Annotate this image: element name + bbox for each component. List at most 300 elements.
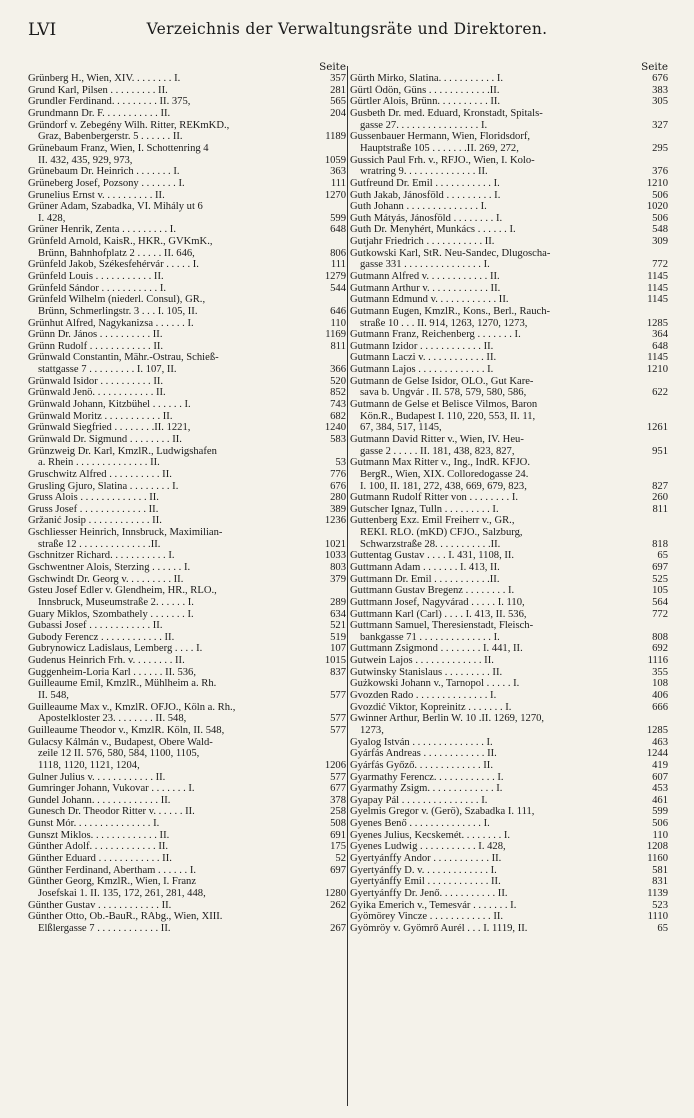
entry-text: Gutmann Laczi v. . . . . . . . . . . . II. — [350, 352, 497, 364]
index-entry — [350, 399, 668, 411]
entry-page: 803 — [330, 562, 346, 573]
entry-text: gasse 2 . . . . . II. 181, 438, 823, 827, — [360, 445, 515, 457]
index-entry — [28, 609, 346, 621]
entry-text: Grünberg H., Wien, XIV. . . . . . . . I. — [28, 73, 181, 85]
entry-page: 260 — [652, 492, 668, 504]
index-entry — [28, 888, 346, 900]
entry-text: Guttmann Samuel, Theresienstadt, Fleisch- — [350, 620, 534, 632]
index-entry — [350, 550, 668, 562]
index-entry — [350, 585, 668, 597]
entry-page: 1145 — [647, 352, 668, 364]
index-entry — [350, 411, 668, 423]
index-entry — [350, 341, 668, 353]
entry-page: 111 — [330, 177, 346, 189]
entry-page: 281 — [330, 84, 346, 96]
entry-page: 1160 — [647, 853, 668, 865]
entry-page: 852 — [330, 387, 346, 399]
entry-page: 53 — [335, 457, 346, 469]
entry-page — [316, 294, 346, 306]
entry-page: 622 — [652, 387, 668, 399]
entry-page: 827 — [652, 480, 668, 492]
entry-page: 544 — [330, 282, 346, 294]
entry-page: 599 — [652, 806, 668, 818]
index-entry — [28, 399, 346, 411]
entry-text: Gussich Paul Frh. v., RFJO., Wien, I. Kolo- — [350, 154, 535, 166]
entry-text: Gutscher Ignaz, Tulln . . . . . . . . . I. — [350, 503, 499, 515]
entry-text: Gyertyánffy Emil . . . . . . . . . . . . II. — [350, 876, 501, 888]
index-entry — [28, 772, 346, 784]
entry-page: 1208 — [646, 841, 668, 853]
entry-page: 1021 — [324, 538, 346, 550]
entry-page: 406 — [652, 690, 668, 702]
entry-page: 175 — [330, 841, 346, 853]
entry-page: 648 — [652, 340, 668, 352]
index-entry — [350, 166, 668, 178]
entry-text: Gvozdić Viktor, Kopreinitz . . . . . . . I. — [350, 701, 512, 713]
index-entry — [350, 492, 668, 504]
index-entry — [350, 702, 668, 714]
entry-text: Gürtler Alois, Brünn. . . . . . . . . . II. — [350, 96, 501, 108]
entry-text: Gunesch Dr. Theodor Ritter v. . . . . . II. — [28, 806, 195, 818]
entry-page: 1145 — [647, 270, 668, 282]
index-entry — [28, 318, 346, 330]
entry-text: Günther Georg, KmzlR., Wien, I. Franz — [28, 876, 197, 888]
index-entry — [350, 73, 668, 85]
entry-text: Gutmann Alfred v. . . . . . . . . . . . II. — [350, 270, 500, 282]
index-entry — [28, 911, 346, 923]
index-entry — [28, 597, 346, 609]
entry-text: Gschwindt Dr. Georg v. . . . . . . . . II. — [28, 573, 184, 585]
entry-page: 776 — [330, 468, 346, 480]
entry-page: 1244 — [646, 748, 668, 760]
entry-text: Guttmann Dr. Emil . . . . . . . . . . .II. — [350, 573, 500, 585]
entry-text: Grünwald Jenö. . . . . . . . . . . . II. — [28, 387, 166, 399]
entry-text: Grünn Dr. János . . . . . . . . . . II. — [28, 329, 163, 341]
entry-page: 648 — [330, 224, 346, 236]
entry-page: 581 — [652, 864, 668, 876]
entry-page: 506 — [652, 189, 668, 201]
entry-page: 577 — [330, 713, 346, 725]
entry-page: 376 — [652, 166, 668, 178]
entry-page: 1240 — [324, 422, 346, 434]
entry-text: Guary Miklos, Szombathely . . . . . . . I. — [28, 608, 194, 620]
index-entry — [28, 73, 346, 85]
index-entry — [28, 702, 346, 714]
index-entry — [350, 911, 668, 923]
entry-text: 67, 384, 517, 1145, — [360, 422, 442, 434]
index-entry — [28, 806, 346, 818]
entry-page: 577 — [330, 690, 346, 702]
index-entry — [28, 155, 346, 167]
index-entry — [350, 446, 668, 458]
index-entry — [28, 224, 346, 236]
index-entry — [350, 213, 668, 225]
entry-text: Innsbruck, Museumstraße 2. . . . . . I. — [38, 596, 194, 608]
index-entry — [350, 888, 668, 900]
entry-text: Gubody Ferencz . . . . . . . . . . . . II. — [28, 631, 175, 643]
index-entry — [28, 748, 346, 760]
entry-text: Gyarmathy Zsigm. . . . . . . . . . . . . I. — [350, 783, 503, 795]
entry-text: Gyertyánffy D. v. . . . . . . . . . . . . I. — [350, 864, 497, 876]
entry-text: Gutwinsky Stanislaus . . . . . . . . . II. — [350, 666, 503, 678]
index-entry — [28, 690, 346, 702]
entry-page: 1210 — [646, 177, 668, 189]
entry-page: 110 — [330, 317, 346, 329]
entry-text: Grünfeld Louis . . . . . . . . . . . II. — [28, 270, 164, 282]
entry-page — [638, 155, 668, 167]
entry-text: Gusbeth Dr. med. Eduard, Kronstadt, Spitals- — [350, 108, 543, 120]
entry-page — [316, 236, 346, 248]
index-entry — [350, 643, 668, 655]
entry-text: a. Rhein . . . . . . . . . . . . . . II. — [38, 457, 160, 469]
entry-page: 548 — [652, 224, 668, 236]
index-entry — [350, 457, 668, 469]
entry-page: 1189 — [325, 131, 346, 143]
entry-page — [316, 201, 346, 213]
index-entry — [28, 923, 346, 935]
entry-text: Gschwentner Alois, Sterzing . . . . . . I. — [28, 562, 191, 573]
entry-page — [316, 911, 346, 923]
entry-text: Grunelius Ernst v. . . . . . . . . . II. — [28, 189, 165, 201]
entry-page: 461 — [652, 794, 668, 806]
index-entry — [28, 364, 346, 376]
entry-text: Gubassi Josef . . . . . . . . . . . . II. — [28, 620, 163, 632]
entry-text: I. 100, II. 181, 272, 438, 669, 679, 823, — [360, 480, 527, 492]
entry-page: 111 — [330, 259, 346, 271]
index-entry — [350, 201, 668, 213]
entry-page: 1280 — [324, 887, 346, 899]
index-entry — [28, 306, 346, 318]
entry-text: Guttmann Zsigmond . . . . . . . . I. 441, II. — [350, 643, 523, 655]
entry-text: Guilleaume Emil, KmzlR., Mühlheim a. Rh. — [28, 678, 217, 690]
entry-text: Günther Ferdinand, Abertham . . . . . . I. — [28, 864, 196, 876]
entry-page: 305 — [652, 96, 668, 108]
entry-text: Gschnitzer Richard. . . . . . . . . . . I. — [28, 550, 175, 562]
entry-page — [638, 399, 668, 411]
entry-text: gasse 27. . . . . . . . . . . . . . . . I. — [360, 119, 488, 131]
entry-page: 519 — [330, 631, 346, 643]
index-entry — [350, 527, 668, 539]
index-entry — [28, 760, 346, 772]
entry-text: Guttmann Josef, Nagyvárad . . . . . I. 110, — [350, 596, 525, 608]
entry-page: 366 — [330, 364, 346, 376]
entry-text: Gyömröy v. Gyömrő Aurél . . . I. 1119, II. — [350, 922, 528, 934]
index-entry — [28, 678, 346, 690]
entry-page: 772 — [652, 608, 668, 620]
entry-text: Gundel Johann. . . . . . . . . . . . . II. — [28, 794, 171, 806]
entry-text: Gyárfás Győző. . . . . . . . . . . . . II. — [350, 759, 493, 771]
entry-page: 262 — [330, 899, 346, 911]
entry-text: Gruschwitz Alfred . . . . . . . . . . II. — [28, 468, 172, 480]
entry-page: 666 — [652, 701, 668, 713]
entry-text: Gutmann de Gelse et Belisce Vilmos, Baron — [350, 399, 538, 411]
entry-text: Guttmann Adam . . . . . . . I. 413, II. — [350, 562, 500, 573]
index-entry — [350, 597, 668, 609]
index-entry — [350, 236, 668, 248]
entry-text: Gyömörey Vincze . . . . . . . . . . . . II. — [350, 911, 504, 923]
entry-text: I. 428, — [38, 212, 66, 224]
entry-page: 419 — [652, 759, 668, 771]
entry-text: Brünn, Schmerlingstr. 3 . . . I. 105, II. — [38, 305, 198, 317]
entry-text: Gumringer Johann, Vukovar . . . . . . . I. — [28, 783, 195, 795]
entry-text: Gutmann Lajos . . . . . . . . . . . . . I. — [350, 364, 494, 376]
entry-page — [316, 748, 346, 760]
entry-page: 1210 — [646, 364, 668, 376]
entry-text: Gutjahr Friedrich . . . . . . . . . . . II. — [350, 236, 495, 248]
index-entry — [28, 96, 346, 108]
entry-page: 808 — [652, 631, 668, 643]
entry-page: 389 — [330, 503, 346, 515]
entry-page: 682 — [330, 410, 346, 422]
index-entry — [28, 632, 346, 644]
index-entry — [350, 96, 668, 108]
entry-page: 607 — [652, 771, 668, 783]
index-entry — [350, 143, 668, 155]
index-entry — [28, 131, 346, 143]
entry-page: 1285 — [646, 724, 668, 736]
entry-text: Guth Dr. Menyhért, Munkács . . . . . . I. — [350, 224, 516, 236]
entry-page: 565 — [330, 96, 346, 108]
index-entry — [350, 469, 668, 481]
entry-text: Gyarmathy Ferencz. . . . . . . . . . . . I. — [350, 771, 504, 783]
entry-text: Guth Jakab, Jánosföld . . . . . . . . . I. — [350, 189, 501, 201]
entry-text: Gulacsy Kálmán v., Budapest, Obere Wald- — [28, 736, 213, 748]
index-entry — [350, 85, 668, 97]
entry-page: 697 — [652, 562, 668, 573]
index-entry — [28, 341, 346, 353]
entry-page — [316, 702, 346, 714]
entry-text: Gutmann Rudolf Ritter von . . . . . . . . I. — [350, 492, 519, 504]
entry-page: 811 — [330, 340, 346, 352]
seite-label: Seite — [319, 61, 346, 73]
index-entry — [350, 131, 668, 143]
entry-text: stattgasse 7 . . . . . . . . . I. 107, II. — [38, 364, 177, 376]
entry-text: Grundler Ferdinand. . . . . . . . . II. 375, — [28, 96, 191, 108]
entry-text: Gyika Emerich v., Temesvár . . . . . . . I. — [350, 899, 517, 911]
entry-page: 577 — [330, 724, 346, 736]
index-columns — [28, 62, 668, 1102]
entry-text: Grünwald Dr. Sigmund . . . . . . . . II. — [28, 433, 182, 445]
entry-page — [638, 376, 668, 388]
entry-text: Grund Karl, Pilsen . . . . . . . . . II. — [28, 84, 168, 96]
entry-page: 1020 — [646, 201, 668, 213]
entry-text: REKI. RLO. (mKD) CFJO., Salzburg, — [360, 527, 523, 539]
index-entry — [28, 562, 346, 574]
index-entry — [350, 422, 668, 434]
entry-page — [638, 515, 668, 527]
entry-text: Günther Gustav . . . . . . . . . . . . II. — [28, 899, 172, 911]
entry-page: 837 — [330, 666, 346, 678]
entry-text: Gschliesser Heinrich, Innsbruck, Maximilian- — [28, 527, 223, 539]
index-entry — [28, 387, 346, 399]
entry-text: Gutmann Edmund v. . . . . . . . . . . . II. — [350, 294, 509, 306]
entry-text: Elßlergasse 7 . . . . . . . . . . . . II. — [38, 922, 171, 934]
index-entry — [28, 446, 346, 458]
entry-text: Grünwald Moritz . . . . . . . . . . . II. — [28, 410, 173, 422]
index-entry — [28, 783, 346, 795]
index-entry — [350, 364, 668, 376]
index-entry — [350, 306, 668, 318]
entry-text: Grüner Adam, Szabadka, VI. Mihály ut 6 — [28, 201, 203, 213]
index-entry — [28, 713, 346, 725]
entry-page: 508 — [330, 818, 346, 830]
index-entry — [350, 504, 668, 516]
entry-text: II. 432, 435, 929, 973, — [38, 154, 133, 166]
index-entry — [28, 876, 346, 888]
entry-page: 646 — [330, 305, 346, 317]
entry-page: 506 — [652, 818, 668, 830]
right-entries — [350, 73, 668, 934]
entry-text: straße 12 . . . . . . . . . . . . . .II. — [38, 538, 161, 550]
index-entry — [350, 923, 668, 935]
index-entry — [28, 422, 346, 434]
entry-page: 355 — [652, 666, 668, 678]
entry-page: 65 — [657, 550, 668, 562]
entry-text: Gyertyánffy Andor . . . . . . . . . . . II. — [350, 853, 502, 865]
entry-text: Gutmann de Gelse Isidor, OLO., Gut Kare- — [350, 375, 534, 387]
index-entry — [28, 213, 346, 225]
index-entry — [350, 283, 668, 295]
entry-text: Guilleaume Theodor v., KmzlR. Köln, II. 548, — [28, 724, 225, 736]
entry-text: Grüneberg Josef, Pozsony . . . . . . . I. — [28, 177, 185, 189]
entry-text: Gutmann Max Ritter v., Ing., IndR. KFJO. — [350, 457, 530, 469]
entry-page: 818 — [652, 538, 668, 550]
index-entry — [28, 329, 346, 341]
index-entry — [350, 900, 668, 912]
entry-text: Graz, Babenbergerstr. 5 . . . . . . II. — [38, 131, 183, 143]
index-entry — [28, 900, 346, 912]
entry-text: Grünn Rudolf . . . . . . . . . . . . II. — [28, 340, 164, 352]
entry-text: Guttentag Gustav . . . . I. 431, 1108, II. — [350, 550, 515, 562]
index-entry — [28, 248, 346, 260]
index-entry — [350, 760, 668, 772]
entry-text: Grünwald Johann, Kitzbühel . . . . . . I. — [28, 399, 191, 411]
entry-text: bankgasse 71 . . . . . . . . . . . . . . I. — [360, 631, 500, 643]
index-entry — [350, 690, 668, 702]
entry-text: Gyenes Benő . . . . . . . . . . . . . . I. — [350, 818, 490, 830]
entry-text: Gulner Julius v. . . . . . . . . . . . II. — [28, 771, 166, 783]
entry-text: Gutkowski Karl, StR. Neu-Sandec, Dlugoscha- — [350, 247, 551, 259]
index-entry — [350, 248, 668, 260]
entry-page: 506 — [652, 212, 668, 224]
entry-text: wratring 9. . . . . . . . . . . . . . II. — [360, 166, 488, 178]
entry-text: Gutmann Arthur v. . . . . . . . . . . . II. — [350, 282, 501, 294]
index-entry — [350, 748, 668, 760]
entry-page: 327 — [652, 119, 668, 131]
index-entry — [28, 818, 346, 830]
entry-page: 525 — [652, 573, 668, 585]
entry-page: 1145 — [647, 294, 668, 306]
index-entry — [350, 772, 668, 784]
entry-text: Josefskai 1. II. 135, 172, 261, 281, 448, — [38, 887, 206, 899]
entry-text: Gyenes Julius, Kecskemét. . . . . . . . I. — [350, 829, 511, 841]
entry-page: 1261 — [646, 422, 668, 434]
index-entry — [28, 143, 346, 155]
entry-page — [638, 527, 668, 539]
index-entry — [350, 678, 668, 690]
entry-text: Grünfeld Wilhelm (niederl. Consul), GR., — [28, 294, 206, 306]
entry-text: Gutmann Izidor . . . . . . . . . . . . II. — [350, 340, 494, 352]
page-title: Verzeichnis der Verwaltungsräte und Direktoren. — [146, 20, 548, 38]
index-entry — [350, 271, 668, 283]
entry-page: 364 — [652, 329, 668, 341]
entry-page — [316, 143, 346, 155]
entry-page: 295 — [652, 142, 668, 154]
page-number: LVI — [28, 20, 57, 40]
entry-page: 951 — [652, 445, 668, 457]
entry-page — [316, 585, 346, 597]
entry-text: Gutmann David Ritter v., Wien, IV. Heu- — [350, 433, 524, 445]
entry-page: 1236 — [324, 515, 346, 527]
entry-text: 1118, 1120, 1121, 1204, — [38, 759, 140, 771]
index-entry — [350, 620, 668, 632]
index-entry — [350, 725, 668, 737]
index-entry — [350, 841, 668, 853]
page-header — [28, 20, 666, 46]
entry-text: Günther Adolf. . . . . . . . . . . . . II. — [28, 841, 169, 853]
entry-page: 1285 — [646, 317, 668, 329]
entry-page: 577 — [330, 771, 346, 783]
right-column — [350, 62, 668, 935]
entry-text: Grünfeld Jakob, Székesfehérvár . . . . . I. — [28, 259, 199, 271]
entry-page — [316, 678, 346, 690]
entry-text: Grüner Henrik, Zenta . . . . . . . . . I. — [28, 224, 176, 236]
entry-text: Gržanić Josip . . . . . . . . . . . . II. — [28, 515, 162, 527]
entry-text: Gyertyánffy Dr. Jenő. . . . . . . . . . . II. — [350, 887, 508, 899]
entry-page: 110 — [652, 829, 668, 841]
index-entry — [28, 190, 346, 202]
entry-page: 523 — [652, 899, 668, 911]
entry-text: 1273, — [360, 724, 384, 736]
index-entry — [28, 830, 346, 842]
entry-text: II. 548, — [38, 690, 69, 702]
index-entry — [350, 562, 668, 574]
entry-page — [638, 469, 668, 481]
index-entry — [28, 283, 346, 295]
entry-text: Gsteu Josef Edler v. Glendheim, HR., RLO., — [28, 585, 217, 597]
entry-page: 267 — [330, 922, 346, 934]
entry-page: 599 — [330, 212, 346, 224]
entry-page: 1059 — [324, 154, 346, 166]
index-entry — [28, 469, 346, 481]
entry-page: 1206 — [324, 759, 346, 771]
entry-page: 564 — [652, 596, 668, 608]
entry-text: Grünfeld Sándor . . . . . . . . . . . I. — [28, 282, 166, 294]
index-entry — [28, 352, 346, 364]
entry-text: Gutfreund Dr. Emil . . . . . . . . . . . I. — [350, 177, 500, 189]
index-entry — [350, 713, 668, 725]
entry-page: 52 — [335, 853, 346, 865]
entry-page: 1116 — [647, 655, 668, 667]
index-entry — [350, 120, 668, 132]
entry-page: 692 — [652, 643, 668, 655]
entry-text: Gutwein Lajos . . . . . . . . . . . . . II. — [350, 655, 494, 667]
index-entry — [28, 574, 346, 586]
entry-page: 204 — [330, 108, 346, 120]
index-entry — [28, 515, 346, 527]
entry-page: 772 — [652, 259, 668, 271]
entry-page: 1033 — [324, 550, 346, 562]
entry-text: Gürth Mirko, Slatina. . . . . . . . . . . I. — [350, 73, 504, 85]
entry-page — [638, 248, 668, 260]
entry-text: Gründorf v. Zebegény Wilh. Ritter, REKmKD., — [28, 119, 230, 131]
entry-page — [638, 108, 668, 120]
entry-page: 743 — [330, 399, 346, 411]
index-entry — [28, 85, 346, 97]
entry-text: Gyalog István . . . . . . . . . . . . . . I. — [350, 736, 493, 748]
entry-page: 108 — [652, 678, 668, 690]
seite-label: Seite — [641, 61, 668, 73]
